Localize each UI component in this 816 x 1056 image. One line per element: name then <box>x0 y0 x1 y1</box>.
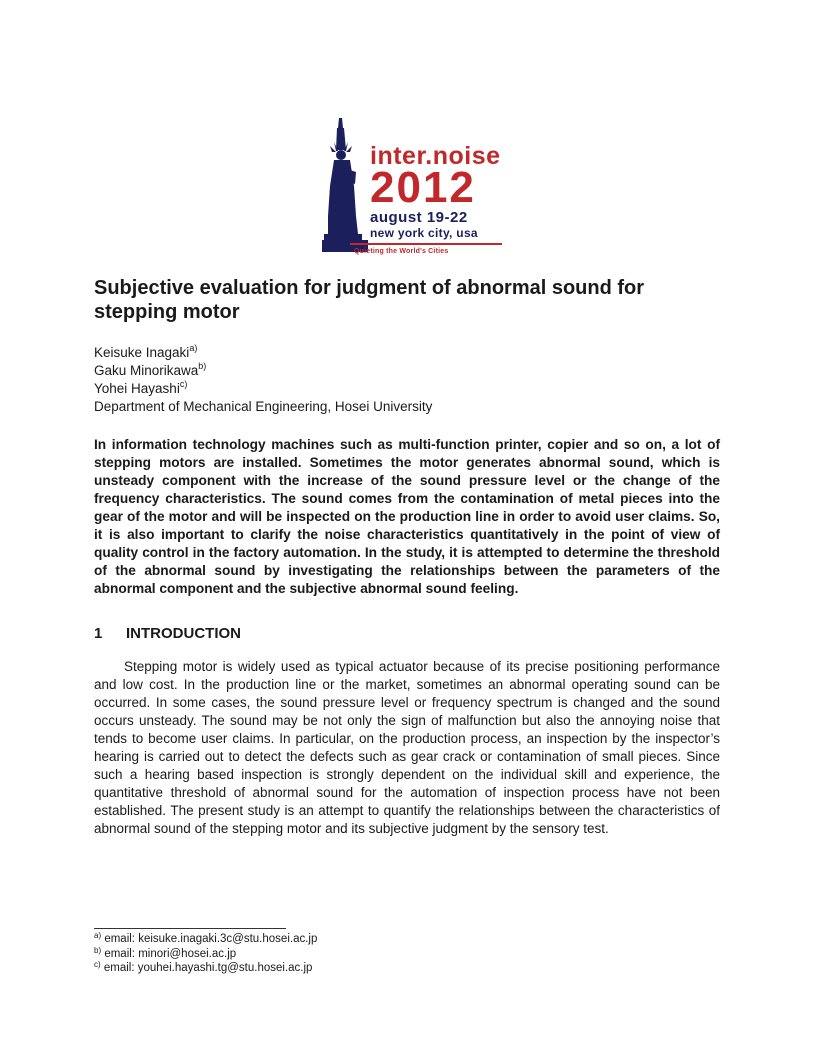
footnote-mark: c) <box>94 960 101 969</box>
footnote <box>94 961 494 976</box>
author-mark: c) <box>179 379 188 389</box>
author-block <box>94 344 734 416</box>
section-heading <box>94 625 241 643</box>
paper-title: Subjective evaluation for judgment of abnormal sound for stepping motor <box>94 277 645 323</box>
logo-city: new york city, usa <box>370 226 478 240</box>
conference-logo <box>322 116 508 260</box>
footnote-email: email: keisuke.inagaki.3c@stu.hosei.ac.jp <box>104 933 318 945</box>
logo-name: inter.noise <box>370 142 501 170</box>
introduction-paragraph: Stepping motor is widely used as typical actuator because of its precise positioning performance and low cost. In the production line or the market, sometimes an abnormal operating sound can be occurred. In some cases, the sound pressure level or frequency spectrum is changed and the sound occurs unsteady. The sound may be not only the sign of malfunction but also the annoying noise that tends to become user claims. In particular, on the production process, an inspection by the inspector’s hearing is carried out to detect the defects such as gear crack or contamination of small pieces. Since such a hearing based inspection is strongly dependent on the individual skill and experience, the quantitative threshold of abnormal sound for the automation of inspection process have not been established. The present study is an attempt to quantify the relationships between the characteristics of abnormal sound of the stepping motor and its subjective judgment by the sensory test. <box>94 659 720 836</box>
author-name: Yohei Hayashi <box>94 381 180 396</box>
footnote <box>94 932 494 947</box>
section-number: 1 <box>94 625 103 642</box>
author-mark: b) <box>198 361 207 371</box>
footnote-email: email: youhei.hayashi.tg@stu.hosei.ac.jp <box>103 962 313 974</box>
footnote-mark: b) <box>94 945 102 955</box>
affiliation: Department of Mechanical Engineering, Hosei University <box>94 399 433 414</box>
author-line <box>94 380 734 398</box>
footnotes <box>94 932 494 976</box>
footnote <box>94 947 494 962</box>
author-line <box>94 344 734 362</box>
logo-year: 2012 <box>370 163 476 212</box>
logo-tagline: Quieting the World's Cities <box>354 248 449 255</box>
logo-dates: august 19-22 <box>370 209 468 226</box>
author-mark: a) <box>189 343 198 353</box>
author-name: Gaku Minorikawa <box>94 363 199 378</box>
footnote-divider <box>94 928 286 929</box>
author-name: Keisuke Inagaki <box>94 345 190 360</box>
author-line <box>94 362 734 380</box>
abstract: In information technology machines such as multi-function printer, copier and so on, a lot of stepping motors are installed. Sometimes the motor generates abnormal sound, which is unsteady component with the increase of the sound pressure level or the change of the frequency characteristics. The sound comes from the contamination of metal pieces into the gear of the motor and will be inspected on the production line in order to avoid user claims. So, it is also important to clarify the noise characteristics quantitatively in the point of view of quality control in the factory automation. In the study, it is attempted to determine the threshold of the abnormal sound by investigating the relationships between the parameters of the abnormal component and the subjective abnormal sound feeling. <box>94 437 720 596</box>
footnote-email: email: minori@hosei.ac.jp <box>104 947 237 960</box>
section-title: INTRODUCTION <box>126 625 241 642</box>
footnote-mark: a) <box>94 931 102 940</box>
